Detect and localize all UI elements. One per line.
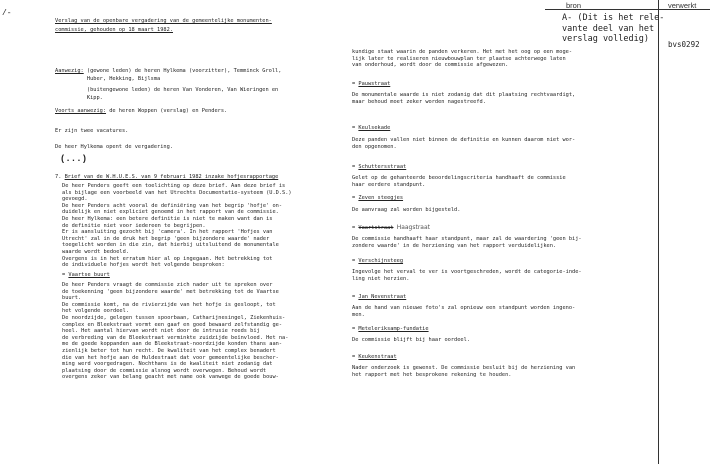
section-text: De monumentale waarde is niet zodanig dat dit plaatsing rechtvaardigt, maar behoud moet zeker worden nagestreefd. xyxy=(352,92,576,105)
section-fundatie: = Meteleriksamp-fundatie xyxy=(352,326,429,332)
item-7-body: De heer Penders geeft een toelichting op deze brief. Aan deze brief is als bijlage een voorbeeld van het Utrechts Documentatie-systeem (U.D.S.) gevoegd. De heer Penders acht vooral de definiëring van het begrip 'hofje' on- duidelijk en niet expliciet genoemd in het rapport van de commissie. De heer Hylkema: een betere definitie is niet te maken want dan is de definitie niet voor iedereen te begrijpen. Er is aansluiting gezocht bij 'camera'. In het rapport 'Hofjes van Utrecht' zal in de druk het begrip 'geen bijzondere waarde' nader toegelicht worden in die zin, dat hierbij uitsluitend de monumentale waarde wordt bedoeld. Overgens is in het erratum hier al op ingegaan. Het betrekking tot de individuele hofjes wordt het volgende besproken: xyxy=(62,183,292,269)
bron-label: bron xyxy=(566,1,582,10)
document-code: bvs0292 xyxy=(668,40,700,49)
verwerkt-label: verwerkt xyxy=(668,1,697,10)
section-pauwstraat: = Pauwstraat xyxy=(352,81,391,87)
vaartse-heading: = Vaartse buurt xyxy=(62,272,110,278)
aanwezig-line-4: Kipp. xyxy=(55,95,103,101)
vaartse-title: Vaartse buurt xyxy=(68,272,110,278)
voorts-block xyxy=(55,108,227,115)
opening-text: De heer Hylkema opent de vergadering. xyxy=(55,144,173,150)
item-number: 7. xyxy=(55,174,62,180)
aanwezig-label: Aanwezig: xyxy=(55,68,84,74)
section-vaartstraat: = Vaartstraat Haagstraat xyxy=(352,224,431,231)
vaartse-body: De heer Penders vraagt de commissie zich nader uit te spreken over de toekenning 'geen bijzondere waarde' met betrekking tot de Vaartse buurt. De commissie komt, na de rivierzijde van het hofje is gesloopt, tot het volgende oordeel. De noordzijde, gelegen tussen spoorbaan, Catharijnesingel, Ziekenhuis- complex en Bleekstraat vormt een gaaf en goed bewaard zelfstandig ge- heel. Het aantal hiervan wordt niet door de intrusie reeds bij de verbreding van de Bleekstraat verminkte zuidzijde beïnvloed. Het na- me de goede koppanden aan de Bleekstraat-noordzijde konden thans aan- zienlijk beter tot hun recht. De kwaliteit van het complex benadert die van het hofje aan de Huldestraat dat voor gemeentelijke bescher- ming werd voorgedragen. Nochthans is de kwaliteit niet zodanig dat plaatsing door de commissie alsnog wordt overwogen. Behoud wordt overgens zeker van belang geacht met name ook vanwege de goede bouw- xyxy=(62,282,289,381)
section-keulsekade: = Keulsekade xyxy=(352,125,391,131)
section-keukenstraat: = Keukenstraat xyxy=(352,354,397,360)
title-line-2: commissie, gehouden op 18 maart 1982. xyxy=(55,27,173,33)
corner-mark: /- xyxy=(2,9,12,18)
section-title: Jan Nevenstraat xyxy=(358,294,407,300)
section-text: De commissie handhaaft haar standpunt, maar zal de waardering 'geen bij- zondere waarde' in de herziening van het rapport verduidelijken. xyxy=(352,236,582,249)
section-title: Schuttersstraat xyxy=(358,164,407,170)
title-line-1: Verslag van de openbare vergadering van de gemeentelijke monumenten- xyxy=(55,18,272,24)
section-text: Aan de hand van nieuwe foto's zal opnieuw een standpunt worden ingeno- men. xyxy=(352,305,576,318)
section-text: Deze panden vallen niet binnen de definitie en kunnen daarom niet wor- den opgenomen. xyxy=(352,137,576,150)
section-schuttersstraat: = Schuttersstraat xyxy=(352,164,407,170)
section-title: Keulsekade xyxy=(358,125,391,131)
continuation-text: kundige staat waarin de panden verkeren. Het met het oog op een moge- lijk later te realiseren nieuwbouwplan ter plaatse achterwege laten van onderhoud, wordt door de commissie afgewezen. xyxy=(352,49,573,69)
section-title: Zeven steegjes xyxy=(358,195,404,201)
aanwezig-line-1: (gewone leden) de heren Hylkema (voorzitter), Temminck Groll, xyxy=(83,68,282,74)
section-text: Ingevolge het verval te ver is voortgeschreden, wordt de categorie-inde- ling niet herzien. xyxy=(352,269,582,282)
aanwezig-block xyxy=(55,68,281,75)
section-verschijnsteeg: = Verschijnsteeg xyxy=(352,258,404,264)
section-text: Nader onderzoek is gewenst. De commissie besluit bij de herziening van het rapport met het besprokene rekening te houden. xyxy=(352,365,576,378)
voorts-text: de heren Woppen (verslag) en Penders. xyxy=(106,108,228,114)
section-title: Verschijnsteeg xyxy=(358,258,404,264)
omission-marker: (...) xyxy=(60,154,88,164)
section-title: Vaartstraat xyxy=(358,225,394,231)
aanwezig-line-2: Huber, Hekking, Bijlsma xyxy=(55,76,161,82)
section-title: Pauwstraat xyxy=(358,81,391,87)
item-title: Brief van de W.H.U.E.S. van 9 februari 1982 inzake hofjesrapportage xyxy=(64,174,279,180)
section-title: Keukenstraat xyxy=(358,354,397,360)
vacatures-text: Er zijn twee vacatures. xyxy=(55,128,129,134)
section-title: Meteleriksamp-fundatie xyxy=(358,326,429,332)
voorts-label: Voorts aanwezig: xyxy=(55,108,107,114)
relevance-note: A- (Dit is het rele- vante deel van het verslag volledig) xyxy=(562,13,665,44)
section-text: Gelet op de gehanteerde beoordelingscriteria handhaaft de commissie haar eerdere standpunt. xyxy=(352,175,566,188)
handwritten-correction: Haagstraat xyxy=(396,224,431,231)
column-divider xyxy=(658,0,659,464)
section-text: De aanvraag zal worden bijgesteld. xyxy=(352,207,461,213)
item-7-heading xyxy=(55,174,278,181)
section-zeven-steegjes: = Zeven steegjes xyxy=(352,195,404,201)
section-jan-nevenstraat: = Jan Nevenstraat xyxy=(352,294,407,300)
section-text: De commissie blijft bij haar oordeel. xyxy=(352,337,470,343)
aanwezig-line-3: (buitengewone leden) de heren Van Vonderen, Van Wieringen en xyxy=(55,87,279,93)
